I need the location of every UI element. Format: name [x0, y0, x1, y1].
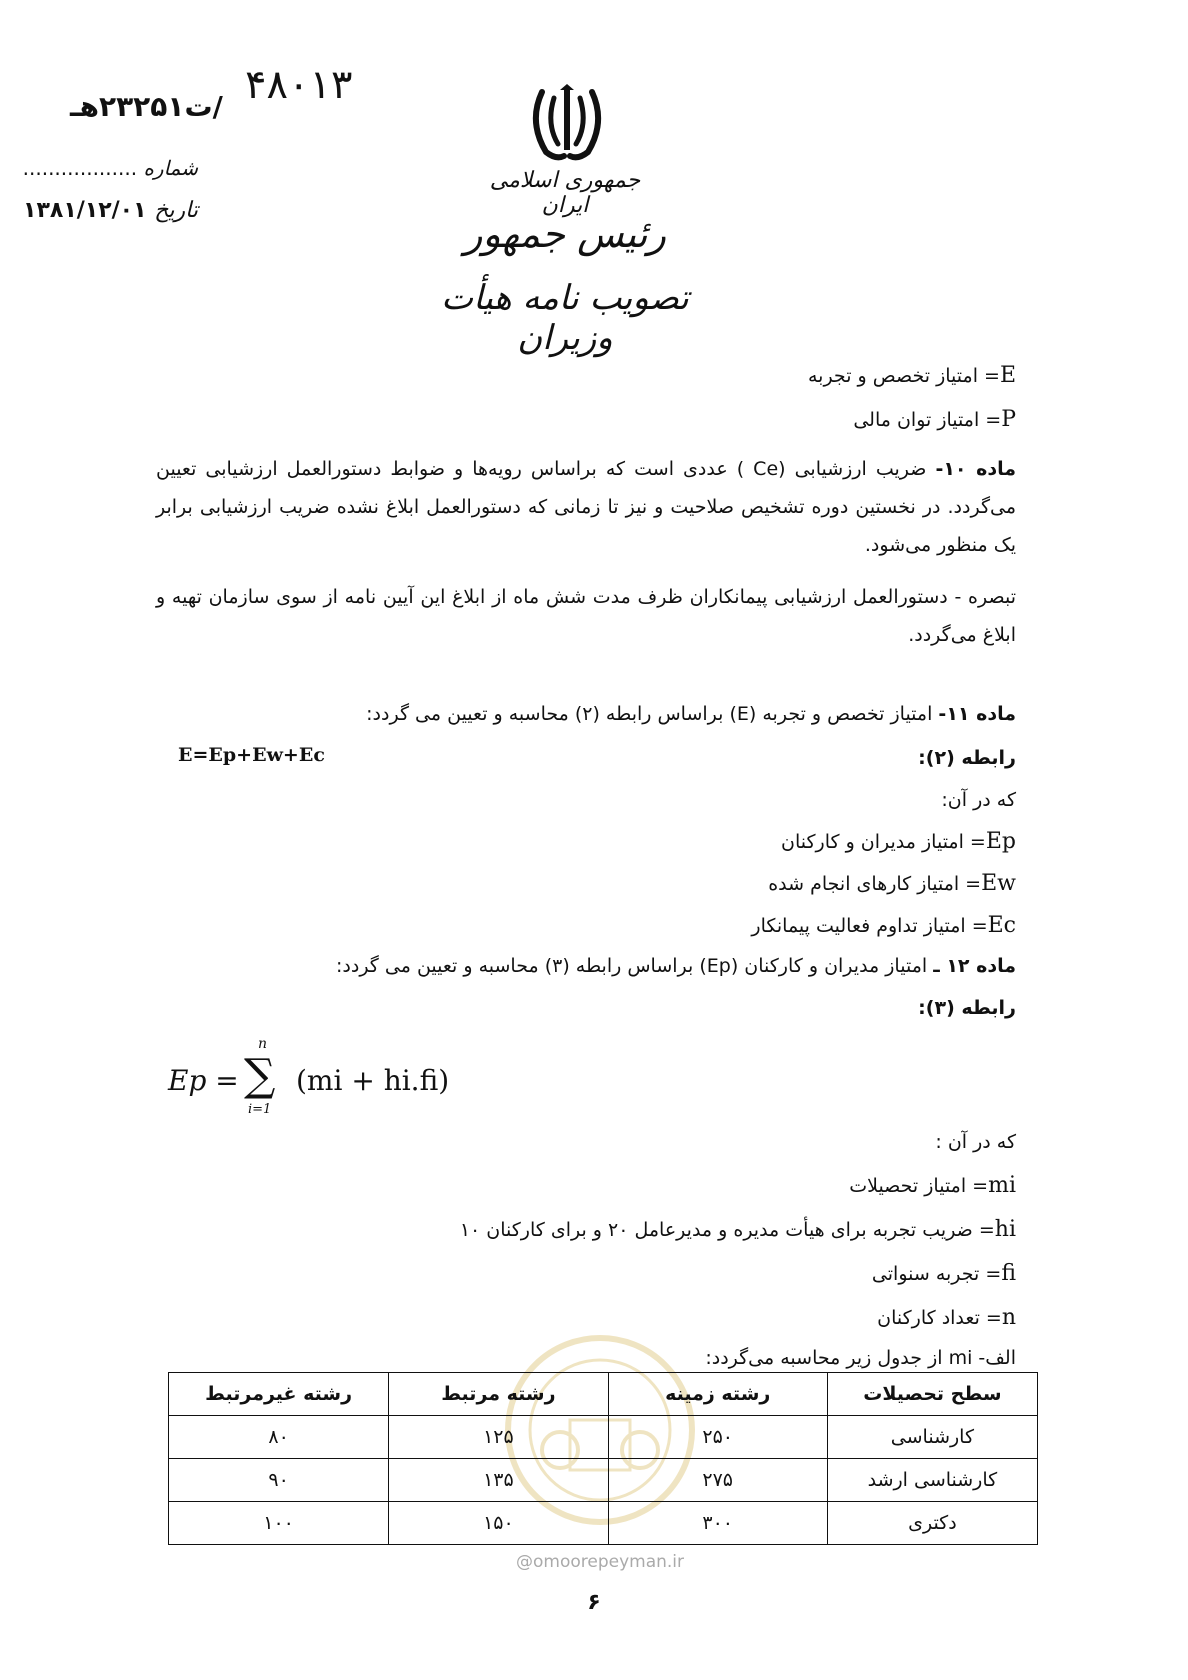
symbol-e: E [999, 363, 1016, 388]
article-12 [156, 952, 1016, 980]
table-row [169, 1416, 1038, 1459]
date-label: تاریخ [154, 198, 198, 223]
definition-ec [156, 912, 1016, 940]
relation-3-label-text: رابطه (۳): [918, 997, 1016, 1019]
number-field [18, 156, 198, 180]
table-cell: ۲۷۵ [608, 1459, 827, 1502]
definition-hi [156, 1216, 1016, 1244]
table-header-cell: رشته زمینه [608, 1373, 827, 1416]
table-cell: ۸۰ [169, 1416, 389, 1459]
iran-emblem-icon [526, 82, 608, 164]
watermark-text: @omoorepeyman.ir [515, 1552, 685, 1572]
page-number: ۶ [587, 1590, 601, 1615]
article-12-title: ماده ۱۲ ـ [933, 955, 1016, 977]
definition-hi-text: = ضریب تجربه برای هیأت مدیره و مدیرعامل ۲۰ و برای کارکنان ۱۰ [459, 1219, 995, 1241]
definition-mi [156, 1172, 1016, 1200]
where-label-2-text: که در آن : [935, 1131, 1016, 1153]
symbol-fi: fi [1001, 1261, 1016, 1286]
formula-sigma: ∑ [244, 1050, 276, 1101]
table-cell: کارشناسی [827, 1416, 1037, 1459]
reference-number-typed: /ت۲۳۲۵۱هـ [70, 90, 223, 123]
table-cell: ۱۰۰ [169, 1502, 389, 1545]
table-header-row [169, 1373, 1038, 1416]
relation-2-label-text: رابطه (۲): [918, 747, 1016, 769]
definition-n [156, 1304, 1016, 1332]
relation-3-label [156, 994, 1016, 1022]
table-header-cell: رشته مرتبط [389, 1373, 608, 1416]
table-cell: ۱۳۵ [389, 1459, 608, 1502]
number-dots: .................. [22, 156, 138, 180]
table-row [169, 1459, 1038, 1502]
definition-ec-text: = امتیاز تداوم فعالیت پیمانکار [751, 915, 988, 937]
symbol-hi: hi [994, 1217, 1016, 1242]
table-header-cell: رشته غیرمرتبط [169, 1373, 389, 1416]
symbol-n: n [1001, 1305, 1016, 1330]
symbol-p: P [1001, 407, 1016, 432]
date-value: ۱۳۸۱/۱۲/۰۱ [23, 198, 147, 223]
definition-ep-text: = امتیاز مدیران و کارکنان [781, 831, 986, 853]
symbol-mi: mi [988, 1173, 1016, 1198]
table-cell: ۱۲۵ [389, 1416, 608, 1459]
formula-lhs: Ep = [168, 1064, 239, 1097]
definition-ew-text: = امتیاز کارهای انجام شده [768, 873, 982, 895]
relation-2-formula: E=Ep+Ew+Ec [178, 744, 325, 766]
formula-rhs: (mi + hi.fi) [296, 1064, 450, 1097]
definition-e-text: = امتیاز تخصص و تجربه [807, 365, 1000, 387]
symbol-ec: Ec [987, 913, 1016, 938]
table-row [169, 1502, 1038, 1545]
where-label-1-text: که در آن: [941, 789, 1016, 811]
table-header-cell: سطح تحصیلات [827, 1373, 1037, 1416]
formula-lower: i=1 [248, 1102, 272, 1117]
note-text: تبصره - دستورالعمل ارزشیابی پیمانکاران ظرف مدت شش ماه از ابلاغ این آیین نامه از سوی سازمان تهیه و ابلاغ می‌گردد. [156, 586, 1016, 646]
relation-3-formula [168, 1036, 468, 1120]
definition-n-text: = تعداد کارکنان [877, 1307, 1002, 1329]
definition-p [156, 406, 1016, 434]
definition-p-text: = امتیاز توان مالی [853, 409, 1002, 431]
date-field [8, 198, 198, 223]
article-10-text: ضریب ارزشیابی (Ce ) عددی است که براساس رویه‌ها و ضوابط دستورالعمل ارزشیابی تعیین می‌گردد. در نخستین دوره تشخیص صلاحیت و نیز تا زمانی که دستورالعمل ابلاغ نشده ضریب ارزشیابی برابر یک منظور می‌شود. [156, 458, 1016, 556]
article-11-text: امتیاز تخصص و تجربه (E) براساس رابطه (۲) محاسبه و تعیین می گردد: [366, 703, 933, 725]
table-cell: کارشناسی ارشد [827, 1459, 1037, 1502]
table-cell: ۱۵۰ [389, 1502, 608, 1545]
table-cell: ۲۵۰ [608, 1416, 827, 1459]
definition-ew [156, 870, 1016, 898]
letterhead-cabinet: تصویب نامه هیأت وزیران [441, 278, 689, 358]
definition-e [156, 362, 1016, 390]
article-10-title: ماده ۱۰- [935, 458, 1017, 480]
symbol-ep: Ep [985, 829, 1016, 854]
table-cell: ۳۰۰ [608, 1502, 827, 1545]
symbol-ew: Ew [981, 871, 1016, 896]
where-label-2 [156, 1128, 1016, 1156]
article-11-title: ماده ۱۱- [938, 703, 1016, 725]
formula-upper: n [258, 1036, 268, 1052]
table-cell: دکتری [827, 1502, 1037, 1545]
number-label: شماره [143, 156, 198, 180]
definition-ep [156, 828, 1016, 856]
definition-fi-text: = تجربه سنواتی [871, 1263, 1002, 1285]
reference-number-handwritten: ۴۸۰۱۳ [245, 62, 353, 108]
letterhead-president: رئیس جمهور [464, 212, 666, 256]
alef-intro-text: الف- mi از جدول زیر محاسبه می‌گردد: [705, 1347, 1016, 1369]
table-cell: ۹۰ [169, 1459, 389, 1502]
article-10 [156, 450, 1016, 564]
article-12-text: امتیاز مدیران و کارکنان (Ep) براساس رابطه (۳) محاسبه و تعیین می گردد: [336, 955, 928, 977]
education-score-table [168, 1372, 1038, 1545]
note [156, 578, 1016, 654]
where-label-1 [156, 786, 1016, 814]
definition-fi [156, 1260, 1016, 1288]
letterhead-republic: جمهوری اسلامی ایران [489, 168, 641, 218]
article-11 [156, 700, 1016, 728]
definition-mi-text: = امتیاز تحصیلات [849, 1175, 989, 1197]
